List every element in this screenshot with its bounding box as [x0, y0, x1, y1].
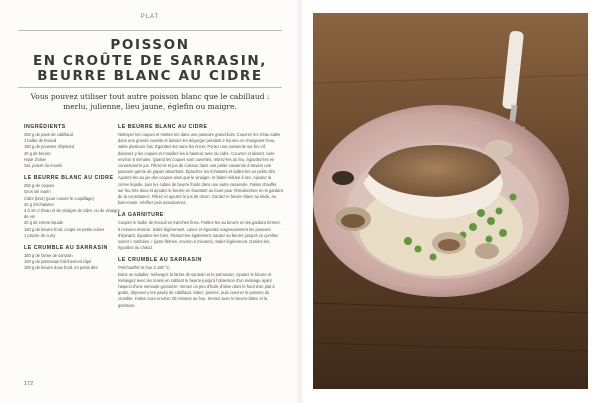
dish-photo — [313, 13, 588, 389]
title-line-1: POISSON — [110, 37, 190, 53]
steps-column — [118, 124, 283, 309]
ingredient-item: 250 g de coques — [24, 183, 55, 189]
intro-line-2: merlu, julienne, lieu jaune, églefin ou maigre. — [63, 101, 237, 111]
beurre-steps-heading: LE BEURRE BLANC AU CIDRE — [118, 124, 208, 130]
intro-line-1: Vous pouvez utiliser tout autre poisson blanc que le cabillaud : — [30, 92, 270, 101]
beurre-steps-text: Nettoyez les coques et mettez-les dans une passoire grand-bols. Couvrez les d'eau salée dans une grande cuvette et laissez-les dégorger pendant 2 heures en changeant l'eau, salée plusieurs fois. Égouttez-les sans les rincer. Portez une casserole sur feu vif, déposez-y les coques et mouillez-les à hauteur avec du cidre. Couvrez et laissez cuire environ 5 minutes. Quand les coques sont ouvertes, retirez-les du feu, égouttez-les en conservant le jus. Filtrez-le et jus de cuisson dans une petite casserole à travers une passoire garnie de papier absorbant. Épluchez les échalotes et taillez-les en petits dés. Ajoutez-les au jus des coques ainsi que le vinaigre, et faites réduire à sec. Ajoutez la crème liquide, puis les cubes de beurre froids dans une autre casserole. Faites chauffer sur feu très doux et ajoutez le beurre en fouettant au fouet pour l'émulsionner en le gardant de la consistance. Filtrez et ajoutez le jus de citron. Gardez le beurre blanc au tiède, au bain-marie. Vérifiez puis assaisonnez. — [118, 132, 283, 206]
ingredient-item: 100 g de parmesan fraîchement râpé — [24, 259, 92, 265]
ingredient-item: 40 g de beurre — [24, 150, 51, 156]
crumble-preheat: Préchauffez le four à 180 °C. — [118, 265, 171, 271]
ingredient-item: Sel, poivre du moulin — [24, 163, 63, 169]
title-line-3: BEURRE BLANC AU CIDRE — [37, 68, 263, 84]
ingredients-column — [24, 124, 124, 272]
recipe-title — [10, 38, 290, 85]
page-number: 172 — [24, 381, 34, 387]
ingredient-item: 3 à 10 cl d'eau et de vinaigre de cidre, ou de vinaigre de vin — [24, 208, 120, 220]
ingredient-item: 40 g d'échalotes — [24, 201, 54, 207]
garniture-steps-text: Coupez le bulbe de fenouil en tranches fines. Poêlez-les au beurre en les gardant fermes, 5 minutes environ. Salez légèrement. Lavez et égouttez soigneusement les pousses d'épinard, égouttez-les bien. Passez-les également, sautez au beurre jusqu'à ce qu'elles soient « tombées » (juste flétries, environ 2 minutes). Salez légèrement. Gardez-les, égouttez au chaud. — [118, 220, 281, 251]
crumble-steps-text: Dans un saladier, mélangez la farine de sarrasin et le parmesan. Ajoutez le beurre et mélangez avec les mains en sablant le beurre jusqu'à l'obtention d'un mélange ayant l'aspect d'une semoule grossière. Versez un peu d'huile d'olive dans le fond d'un plat à gratin, déposez-y les pavés de cabillaud. Salez, poivrez, puis couvrez le poisson du crumble. Faites cuire environ 20 minutes au four. Servez avec le beurre blanc et la garniture. — [118, 271, 275, 308]
ingredient-item: Huile d'olive — [24, 156, 46, 162]
ingredient-item: 400 g de pavé de cabillaud — [24, 132, 73, 137]
section-label: PLAT — [140, 14, 160, 20]
ingredient-item: 150 g de farine de sarrasin — [24, 253, 73, 259]
ingredient-item: 20 g de crème liquide — [24, 220, 64, 226]
title-rule — [18, 87, 282, 88]
ingredient-item: 150 g de beurre froid, coupé en petits cubes — [24, 226, 105, 232]
ingredient-item: 1 pincée de curry — [24, 232, 56, 238]
book-gutter — [296, 0, 304, 403]
recipe-intro — [14, 92, 286, 111]
ingredients-heading: INGRÉDIENTS — [24, 124, 66, 130]
top-rule — [18, 30, 282, 31]
ingredient-item: Cidre (brut) (pour couvrir le coquillage) — [24, 195, 95, 201]
beurre-ingredients-heading: LE BEURRE BLANC AU CIDRE — [24, 175, 114, 182]
title-line-2: EN CROÛTE DE SARRASIN, — [32, 52, 267, 69]
dish-photo-illustration — [313, 13, 588, 389]
ingredient-item: 150 g de pousses d'épinard — [24, 144, 75, 150]
crumble-steps-heading: LE CRUMBLE AU SARRASIN — [118, 257, 202, 264]
ingredient-item: Gros sel marin — [24, 189, 51, 195]
crumble-ingredients-heading: LE CRUMBLE AU SARRASIN — [24, 245, 108, 252]
ingredient-item: 1 bulbe de fenouil — [24, 138, 57, 144]
garniture-steps-heading: LA GARNITURE — [118, 212, 164, 219]
ingredient-item: 100 g de beurre doux froid, en petits dés — [24, 265, 98, 271]
